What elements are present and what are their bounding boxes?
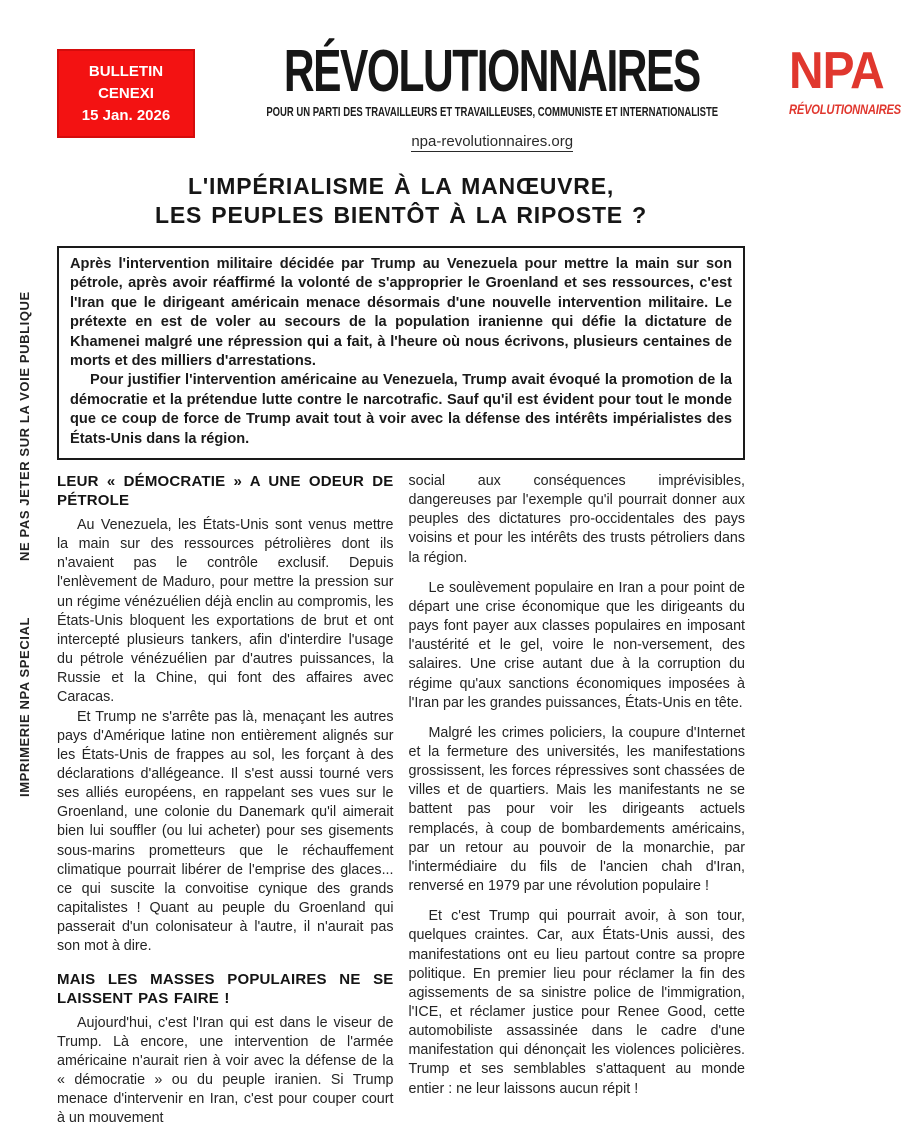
body-paragraph: Malgré les crimes policiers, la coupure d'Internet et la fermeture des universités, les manifestations grossissent, les forces répressives sont chassées de villes et de quartiers. Mais les manifestants ne se battent pas pour voir les dirigeants actuels remplacés, à coup de bombardements américains, par un retour au pouvoir de la monarchie, par l'intermédiaire du fils de l'ancien chah d'Iran, renversé en 1979 par une révolution populaire ! — [408, 724, 745, 895]
bulletin-page — [57, 38, 902, 1128]
body-paragraph: Le soulèvement populaire en Iran a pour point de départ une crise économique que les dirigeants du pays font payer aux classes populaires en imposant l'austérité et le gel, voire le non-versement, des salaires. Une crise autant due à la corruption du régime qu'aux sanctions économiques imposées à l'Iran par les grandes puissances, États-Unis en tête. — [408, 579, 745, 711]
website-link[interactable]: npa-revolutionnaires.org — [411, 133, 574, 150]
body-paragraph: Et c'est Trump qui pourrait avoir, à son tour, quelques craintes. Car, aux États-Unis aussi, des manifestations ont eu lieu partout contre sa propre politique. En premier lieu pour réclamer la fin des agissements de sa sinistre police de l'immigration, l'ICE, et réclamer justice pour Renee Good, cette automobiliste assassinée dans le cadre d'une manifestation qui dénonçait les violences policières. Trump et ses semblables s'attaquent au monde entier : ne leur laissons aucun répit ! — [408, 908, 745, 1097]
npa-logo — [789, 42, 921, 118]
imprint-vertical-text — [17, 291, 32, 797]
intro-box — [57, 246, 745, 460]
right-column — [409, 472, 746, 1128]
section-heading-1: LEUR « DÉMOCRATIE » A UNE ODEUR DE PÉTROLE — [57, 472, 394, 510]
publication-title: RÉVOLUTIONNAIRES — [284, 38, 701, 104]
bulletin-date: 15 Jan. 2026 — [81, 107, 171, 124]
bulletin-label: BULLETIN — [88, 63, 164, 80]
masthead-header — [57, 38, 902, 152]
intro-paragraph-1: Après l'intervention militaire décidée par Trump au Venezuela pour mettre la main sur son pétrole, après avoir réaffirmé la volonté de s'approprier le Groenland et ses ressources, c'est l'Iran que le dirigeant américain menace désormais d'une nouvelle intervention militaire. Le prétexte en est de voler au secours de la population iranienne qui défie la dictature de Khamenei malgré une répression qui a fait, à l'heure où nous écrivons, plusieurs centaines de morts et des milliers d'arrestations. — [70, 255, 732, 369]
npa-logo-word: RÉVOLUTIONNAIRES — [789, 101, 902, 118]
body-paragraph: Aujourd'hui, c'est l'Iran qui est dans le viseur de Trump. Là encore, une intervention de l'armée américaine n'aurait rien à voir avec la défense de la « démocratie » ou du peuple iranien. Si Trump menace d'intervenir en Iran, c'est pour couper court à un mouvement — [57, 1014, 394, 1127]
article-headline — [57, 172, 745, 231]
headline-line-1: L'IMPÉRIALISME À LA MANŒUVRE, — [187, 173, 615, 199]
intro-paragraph-2: Pour justifier l'intervention américaine au Venezuela, Trump avait évoqué la promotion de la démocratie et la prétendue lutte contre le narcotrafic. Sauf qu'il est évident pour tout le monde que ce coup de force de Trump avait tout à voir avec la défense des intérêts impérialistes des États-Unis dans la région. — [70, 372, 732, 447]
body-paragraph: Au Venezuela, les États-Unis sont venus mettre la main sur des ressources pétrolières dont ils n'avaient pas le contrôle exclusif. Depuis l'enlèvement de Maduro, pour mettre la pression sur un régime vénézuélien déjà enclin au compromis, les États-Unis bloquent les exportations de brut et ont intercepté plusieurs tankers, afin d'interdire l'usage du pétrole vénézuélien par d'autres puissances, la Russie et la Chine, qui font des affaires avec Caracas. — [57, 516, 394, 706]
bulletin-info-box — [57, 49, 195, 138]
body-paragraph: Et Trump ne s'arrête pas là, menaçant les autres pays d'Amérique latine non entièrement alignés sur les États-Unis de frappes au sol, les forçant à des déclarations d'allégeance. Il s'est aussi tourné vers ses alliés européens, en rappelant ses vues sur le Groenland, une colonie du Danemark qu'il aimerait bien lui souffler (ou lui acheter) pour ses gisements sous-marins prometteurs que le réchauffement climatique pourrait libérer de l'emprise des glaces... ce qui suscite la convoitise cynique des grands capitalistes ! Quant au peuple du Groenland qui passerait d'un colonisateur à l'autre, il n'aurait pas son mot à dire. — [57, 708, 394, 955]
article-body — [57, 472, 745, 1128]
imprint-notice-label: NE PAS JETER SUR LA VOIE PUBLIQUE — [17, 291, 32, 561]
npa-logo-acronym: NPA — [789, 42, 885, 100]
headline-line-2: LES PEUPLES BIENTÔT À LA RIPOSTE ? — [154, 202, 647, 229]
left-column — [57, 472, 394, 1128]
section-heading-2: MAIS LES MASSES POPULAIRES NE SE LAISSENT PAS FAIRE ! — [57, 970, 394, 1008]
bulletin-site-name: CENEXI — [98, 85, 154, 102]
body-paragraph: social aux conséquences imprévisibles, dangereuses par l'exemple qu'il pourrait donner aux peuples des dictatures pro-occidentales des pays voisins et pour les intérêts des trusts pétroliers dans la région. — [408, 472, 745, 566]
masthead-center — [195, 40, 789, 152]
imprint-printer-label: IMPRIMERIE NPA SPECIAL — [17, 616, 32, 797]
publication-subtitle: POUR UN PARTI DES TRAVAILLEURS ET TRAVAILLEUSES, COMMUNISTE ET INTERNATIONALISTE — [266, 105, 719, 119]
